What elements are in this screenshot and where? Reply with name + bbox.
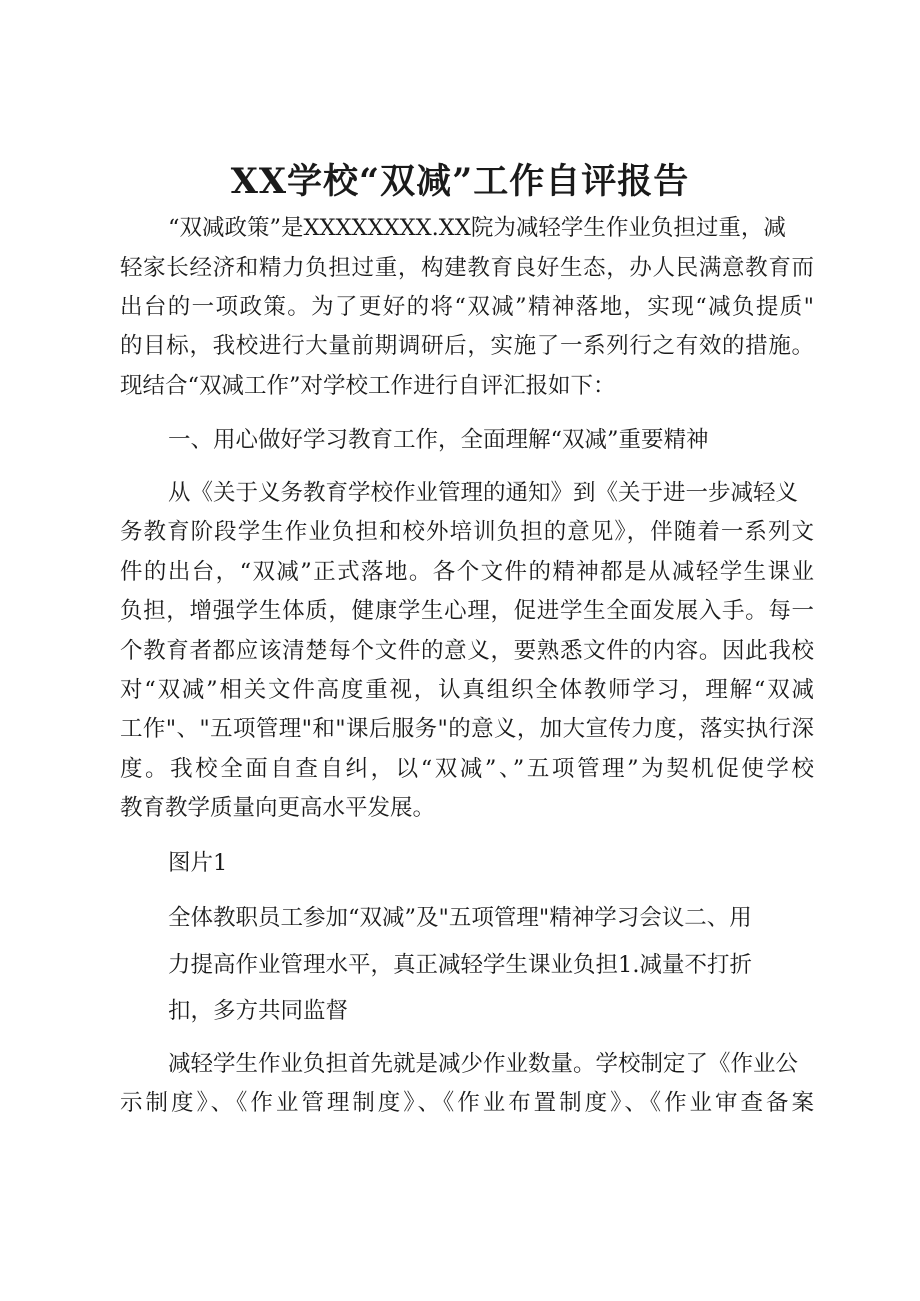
paragraph-line: “双减政策”是XXXXXXXX.XX院为减轻学生作业负担过重，减 [168, 215, 786, 241]
paragraph-line: 务教育阶段学生作业负担和校外培训负担的意见》，伴随着一系列文 [120, 519, 814, 545]
paragraph-line: 负担，增强学生体质，健康学生心理，促进学生全面发展入手。每一 [120, 598, 814, 624]
paragraph-line: 从《关于义务教育学校作业管理的通知》到《关于进一步减轻义 [168, 480, 799, 506]
paragraph-line: 对“双减”相关文件高度重视，认真组织全体教师学习，理解“双减 [120, 677, 814, 703]
paragraph-line: 个教育者都应该清楚每个文件的意义，要熟悉文件的内容。因此我校 [120, 638, 814, 664]
caption-line: 扣，多方共同监督 [168, 998, 349, 1024]
document-title: XX学校“双减”工作自评报告 [230, 161, 690, 202]
paragraph-line: 的目标，我校进行大量前期调研后，实施了一系列行之有效的措施。 [120, 333, 814, 359]
paragraph-line: 工作"、"五项管理"和"课后服务"的意义，加大宣传力度，落实执行深 [120, 716, 814, 742]
paragraph-line: 示制度》、《作业管理制度》、《作业布置制度》、《作业审查备案 [120, 1090, 814, 1116]
section-heading: 一、用心做好学习教育工作，全面理解“双减”重要精神 [168, 427, 709, 453]
paragraph-line: 减轻学生作业负担首先就是减少作业数量。学校制定了《作业公 [168, 1051, 799, 1077]
paragraph-line: 件的出台，“双减”正式落地。各个文件的精神都是从减轻学生课业 [120, 559, 814, 585]
paragraph-line: 教育教学质量向更高水平发展。 [120, 795, 436, 821]
caption-line: 力提高作业管理水平，真正减轻学生课业负担1.减量不打折 [168, 952, 752, 978]
image-caption: 图片1 [168, 850, 228, 876]
paragraph-line: 现结合“双减工作”对学校工作进行自评汇报如下： [120, 373, 616, 399]
paragraph-line: 轻家长经济和精力负担过重，构建教育良好生态，办人民满意教育而 [120, 255, 814, 281]
paragraph-line: 出台的一项政策。为了更好的将“双减”精神落地，实现“减负提质" [120, 294, 814, 320]
caption-line: 全体教职员工参加“双减”及"五项管理"精神学习会议二、用 [168, 905, 752, 931]
paragraph-line: 度。我校全面自查自纠，以“双减”、”五项管理”为契机促使学校 [120, 756, 814, 782]
